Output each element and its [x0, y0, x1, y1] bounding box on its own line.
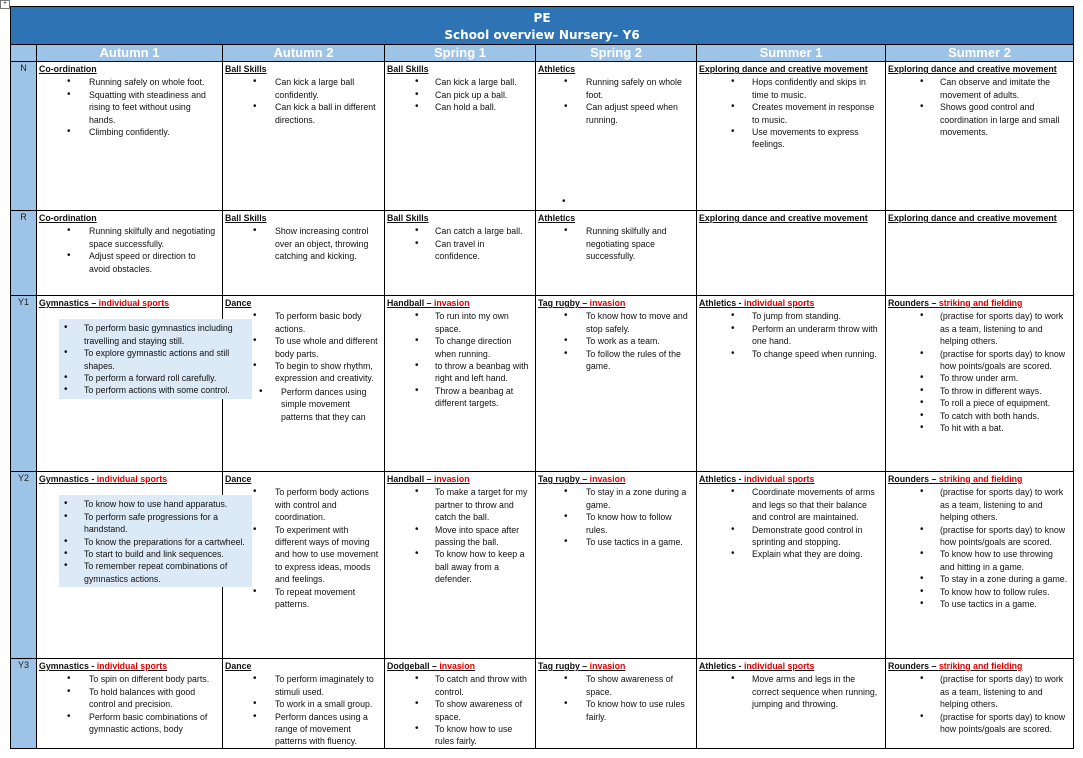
objective-item: • To know how to follow rules.: [886, 586, 1073, 598]
objective-item: • To catch with both hands.: [886, 410, 1073, 422]
topic-name: Dance: [225, 298, 252, 308]
objective-item: • Can kick a large ball confidently.: [223, 76, 384, 101]
curriculum-cell: [385, 62, 536, 211]
objective-item: • Can travel in confidence.: [385, 238, 535, 263]
curriculum-cell: [536, 296, 697, 472]
objective-list: [37, 76, 222, 138]
objective-item: • To roll a piece of equipment.: [886, 397, 1073, 409]
sport-category: striking and fielding: [938, 474, 1023, 484]
objective-item: • To remember repeat combinations of gymnastics actions.: [59, 560, 252, 585]
topic-name: Rounders –: [888, 474, 939, 484]
objective-list: [223, 310, 384, 384]
objective-item: • Running skilfully and negotiating space successfully.: [37, 225, 222, 250]
topic-heading: [225, 473, 384, 485]
topic-heading: [387, 473, 535, 485]
sport-category: individual sports: [96, 474, 168, 484]
objective-item: • To change direction when running.: [385, 335, 535, 360]
objective-item: • To perform basic body actions.: [223, 310, 384, 335]
term-header: Summer 1: [697, 45, 886, 62]
objective-list: [536, 76, 696, 126]
sport-category: invasion: [433, 298, 470, 308]
objective-item: • To know how to keep a ball away from a defender.: [385, 548, 535, 585]
objective-item: • Throw a beanbag at different targets.: [385, 385, 535, 410]
topic-name: Tag rugby –: [538, 661, 590, 671]
objective-item: • Move arms and legs in the correct sequence when running, jumping and throwing.: [697, 673, 885, 710]
objective-item: • To use whole and different body parts.: [223, 335, 384, 360]
sport-category: invasion: [589, 661, 626, 671]
objective-list: [385, 310, 535, 409]
objective-item: • To know how to use throwing and hitting in a game.: [886, 548, 1073, 573]
objective-item: • Running safely on whole foot.: [536, 76, 696, 101]
objective-item: • To know the preparations for a cartwheel.: [59, 536, 252, 548]
objective-item: • To throw in different ways.: [886, 385, 1073, 397]
curriculum-cell: [886, 472, 1074, 659]
objective-item: • To change speed when running.: [697, 348, 885, 360]
objective-list: [385, 486, 535, 585]
objective-item: • Perform dances using a range of movement patterns with fluency.: [223, 711, 384, 748]
curriculum-cell: [37, 211, 223, 296]
objective-item: • Can observe and imitate the movement of adults.: [886, 76, 1073, 101]
objective-list: [536, 225, 696, 262]
curriculum-cell: [536, 211, 697, 296]
objective-item: • Can adjust speed when running.: [536, 101, 696, 126]
objective-list: [886, 486, 1073, 610]
objective-item: • to throw a beanbag with right and left hand.: [385, 360, 535, 385]
topic-name: Ball Skills: [387, 213, 429, 223]
objective-item: • (practise for sports day) to work as a team, listening to and helping others.: [886, 486, 1073, 523]
objective-item: • To use tactics in a game.: [886, 598, 1073, 610]
objective-list: [223, 486, 384, 610]
pe-overview-table: [10, 6, 1074, 749]
sport-category: invasion: [589, 474, 626, 484]
curriculum-cell: [886, 211, 1074, 296]
sport-category: striking and fielding: [938, 661, 1023, 671]
objective-item: • To perform imaginately to stimuli used.: [223, 673, 384, 698]
objective-item: • To work as a team.: [536, 335, 696, 347]
objective-item: • To use tactics in a game.: [536, 536, 696, 548]
topic-name: Handball –: [387, 474, 434, 484]
topic-name: Co-ordination: [39, 213, 97, 223]
curriculum-cell: [223, 62, 385, 211]
topic-heading: [538, 473, 696, 485]
objective-item: • Can catch a large ball.: [385, 225, 535, 237]
objective-item: • (practise for sports day) to know how points/goals are scored.: [886, 348, 1073, 373]
curriculum-cell: [697, 659, 886, 749]
objective-item: • Demonstrate good control in sprinting and stopping.: [697, 524, 885, 549]
year-label: Y2: [11, 472, 37, 659]
objective-item: • Can pick up a ball.: [385, 89, 535, 101]
objective-list: [697, 310, 885, 360]
topic-name: Exploring dance and creative movement: [699, 213, 868, 223]
topic-heading: [39, 660, 222, 672]
objective-item: • Shows good control and coordination in large and small movements.: [886, 101, 1073, 138]
objective-item: • Explain what they are doing.: [697, 548, 885, 560]
objective-item: • Move into space after passing the ball.: [385, 524, 535, 549]
objective-list: [385, 673, 535, 747]
objective-item: • To perform body actions with control and coordination.: [223, 486, 384, 523]
term-header: Spring 1: [385, 45, 536, 62]
topic-heading: [699, 297, 885, 309]
objective-item: • To show awareness of space.: [536, 673, 696, 698]
objective-item: • To perform basic gymnastics including travelling and staying still.: [59, 322, 252, 347]
curriculum-cell: [697, 472, 886, 659]
objective-item: • (practise for sports day) to work as a team, listening to and helping others.: [886, 310, 1073, 347]
objective-list: [37, 225, 222, 275]
title-banner: [11, 7, 1074, 45]
objective-list: [886, 673, 1073, 735]
topic-heading: [225, 63, 384, 75]
objective-item: • To start to build and link sequences.: [59, 548, 252, 560]
topic-name: Exploring dance and creative movement: [888, 64, 1057, 74]
topic-name: Handball –: [387, 298, 434, 308]
sport-category: invasion: [439, 661, 475, 671]
curriculum-cell: [223, 211, 385, 296]
topic-name: Athletics: [538, 64, 576, 74]
curriculum-cell: [536, 62, 697, 211]
curriculum-cell: [223, 659, 385, 749]
objective-item: • To make a target for my partner to throw and catch the ball.: [385, 486, 535, 523]
objective-item: • To perform a forward roll carefully.: [59, 372, 252, 384]
topic-heading: [888, 297, 1073, 309]
topic-heading: [888, 473, 1073, 485]
objective-item: • (practise for sports day) to know how points/goals are scored.: [886, 711, 1073, 736]
objective-item: • To run into my own space.: [385, 310, 535, 335]
topic-heading: [888, 212, 1073, 224]
objective-item: • To explore gymnastic actions and still shapes.: [59, 347, 252, 372]
topic-name: Gymnastics -: [39, 661, 97, 671]
topic-name: Ball Skills: [225, 64, 267, 74]
sub-objective-list: [223, 386, 384, 423]
objective-item: • Can hold a ball.: [385, 101, 535, 113]
objective-item: • To work in a small group.: [223, 698, 384, 710]
topic-name: Co-ordination: [39, 64, 97, 74]
objective-item: • To know how to move and stop safely.: [536, 310, 696, 335]
curriculum-cell: [697, 296, 886, 472]
sport-category: invasion: [433, 474, 470, 484]
term-header: Spring 2: [536, 45, 697, 62]
curriculum-cell: [223, 472, 385, 659]
objective-list: [886, 310, 1073, 434]
topic-heading: [699, 212, 885, 224]
topic-heading: [699, 660, 885, 672]
topic-heading: [39, 63, 222, 75]
topic-heading: [39, 297, 222, 309]
objective-item: • To experiment with different ways of moving and how to use movement to express ideas, moods and feelings.: [223, 524, 384, 586]
topic-heading: [538, 660, 696, 672]
year-label: Y3: [11, 659, 37, 749]
objective-item: • To catch and throw with control.: [385, 673, 535, 698]
curriculum-cell: [886, 296, 1074, 472]
sport-category: individual sports: [743, 474, 815, 484]
objective-list: [223, 225, 384, 262]
topic-name: Dance: [225, 474, 252, 484]
curriculum-cell: [697, 211, 886, 296]
topic-name: Tag rugby –: [538, 474, 590, 484]
topic-heading: [387, 212, 535, 224]
objective-item: • Hops confidently and skips in time to music.: [697, 76, 885, 101]
topic-heading: [699, 473, 885, 485]
objective-item: • Adjust speed or direction to avoid obstacles.: [37, 250, 222, 275]
topic-heading: [888, 63, 1073, 75]
objective-item: • Climbing confidently.: [37, 126, 222, 138]
objective-list: [37, 673, 222, 735]
objective-item: • (practise for sports day) to know how points/goals are scored.: [886, 524, 1073, 549]
objective-item: • To know how to use rules fairly.: [385, 723, 535, 748]
objective-list: [697, 673, 885, 710]
topic-heading: [699, 63, 885, 75]
topic-name: Dance: [225, 661, 252, 671]
year-label: R: [11, 211, 37, 296]
objective-item: • Perform an underarm throw with one hand.: [697, 323, 885, 348]
objective-item: • To hold balances with good control and precision.: [37, 686, 222, 711]
topic-heading: [225, 212, 384, 224]
topic-name: Athletics -: [699, 298, 744, 308]
topic-heading: [387, 297, 535, 309]
objective-item: • Running skilfully and negotiating space successfully.: [536, 225, 696, 262]
sport-category: invasion: [589, 298, 626, 308]
objective-item: • To begin to show rhythm, expression and creativity.: [223, 360, 384, 385]
objective-list: [385, 225, 535, 262]
objective-list: [886, 76, 1073, 138]
year-label: Y1: [11, 296, 37, 472]
curriculum-cell: [37, 62, 223, 211]
objective-item: • To spin on different body parts.: [37, 673, 222, 685]
table-move-handle-icon[interactable]: +: [0, 0, 10, 9]
topic-name: Gymnastics –: [39, 298, 99, 308]
topic-heading: [225, 297, 384, 309]
objective-item: • Running safely on whole foot.: [37, 76, 222, 88]
curriculum-cell: [385, 472, 536, 659]
objective-list: [223, 673, 384, 747]
objective-item: • To know how to use rules fairly.: [536, 698, 696, 723]
objective-item: • Can kick a large ball.: [385, 76, 535, 88]
topic-name: Ball Skills: [225, 213, 267, 223]
curriculum-cell: [697, 62, 886, 211]
subject-title: PE: [533, 11, 551, 25]
curriculum-cell: [886, 659, 1074, 749]
topic-heading: [39, 473, 222, 485]
year-column-header: [11, 45, 37, 62]
objective-item: • Perform basic combinations of gymnastic actions, body: [37, 711, 222, 736]
curriculum-cell: [536, 659, 697, 749]
objective-item: • To throw under arm.: [886, 372, 1073, 384]
topic-heading: [538, 212, 696, 224]
topic-name: Exploring dance and creative movement: [888, 213, 1057, 223]
topic-heading: [387, 660, 535, 672]
curriculum-cell: [223, 296, 385, 472]
objective-item: • Creates movement in response to music.: [697, 101, 885, 126]
objective-item: • To know how to use hand apparatus.: [59, 498, 252, 510]
curriculum-cell: [385, 659, 536, 749]
sport-category: individual sports: [743, 298, 815, 308]
objective-list: [536, 486, 696, 548]
objective-list: [697, 76, 885, 150]
curriculum-cell: [385, 296, 536, 472]
term-header: Autumn 2: [223, 45, 385, 62]
curriculum-cell: [37, 296, 233, 472]
objective-list: [223, 76, 384, 126]
topic-heading: [538, 297, 696, 309]
objective-item: • To show awareness of space.: [385, 698, 535, 723]
topic-heading: [39, 212, 222, 224]
objective-item: • Perform dances using simple movement patterns that they can: [223, 386, 384, 423]
topic-heading: [225, 660, 384, 672]
objective-item: • Coordinate movements of arms and legs so that their balance and control are maintained.: [697, 486, 885, 523]
topic-name: Ball Skills: [387, 64, 429, 74]
objective-item: • To know how to follow rules.: [536, 511, 696, 536]
topic-heading: [888, 660, 1073, 672]
objective-list: [536, 310, 696, 372]
objective-item: • To hit with a bat.: [886, 422, 1073, 434]
curriculum-cell: [385, 211, 536, 296]
sport-category: individual sports: [96, 661, 168, 671]
objective-item: • To perform safe progressions for a handstand.: [59, 511, 252, 536]
empty-bullet-icon: •: [562, 195, 566, 207]
term-header: Summer 2: [886, 45, 1074, 62]
curriculum-cell: [37, 659, 223, 749]
topic-name: Athletics: [538, 213, 576, 223]
objective-list: [536, 673, 696, 723]
objective-item: • To stay in a zone during a game.: [886, 573, 1073, 585]
topic-name: Dodgeball –: [387, 661, 440, 671]
topic-heading: [538, 63, 696, 75]
sport-category: individual sports: [743, 661, 815, 671]
objective-item: • Squatting with steadiness and rising to feet without using hands.: [37, 89, 222, 126]
objective-list: [697, 486, 885, 560]
topic-name: Tag rugby –: [538, 298, 590, 308]
objective-item: • To stay in a zone during a game.: [536, 486, 696, 511]
objective-item: • To jump from standing.: [697, 310, 885, 322]
year-label: N: [11, 62, 37, 211]
objective-list: [385, 76, 535, 113]
curriculum-cell: [886, 62, 1074, 211]
term-header: Autumn 1: [37, 45, 223, 62]
sport-category: striking and fielding: [938, 298, 1023, 308]
topic-name: Gymnastics -: [39, 474, 97, 484]
topic-name: Athletics -: [699, 661, 744, 671]
topic-name: Rounders –: [888, 298, 939, 308]
objective-item: • To repeat movement patterns.: [223, 586, 384, 611]
topic-name: Exploring dance and creative movement: [699, 64, 868, 74]
topic-name: Athletics -: [699, 474, 744, 484]
curriculum-cell: [536, 472, 697, 659]
page-title: School overview Nursery– Y6: [444, 28, 640, 42]
objective-item: • To perform actions with some control.: [59, 384, 252, 396]
objective-item: • Can kick a ball in different directions.: [223, 101, 384, 126]
topic-heading: [387, 63, 535, 75]
objective-item: • (practise for sports day) to work as a team, listening to and helping others.: [886, 673, 1073, 710]
topic-name: Rounders –: [888, 661, 939, 671]
objective-item: • To follow the rules of the game.: [536, 348, 696, 373]
sport-category: individual sports: [98, 298, 170, 308]
objective-item: • Use movements to express feelings.: [697, 126, 885, 151]
objective-item: • Show increasing control over an object, throwing catching and kicking.: [223, 225, 384, 262]
